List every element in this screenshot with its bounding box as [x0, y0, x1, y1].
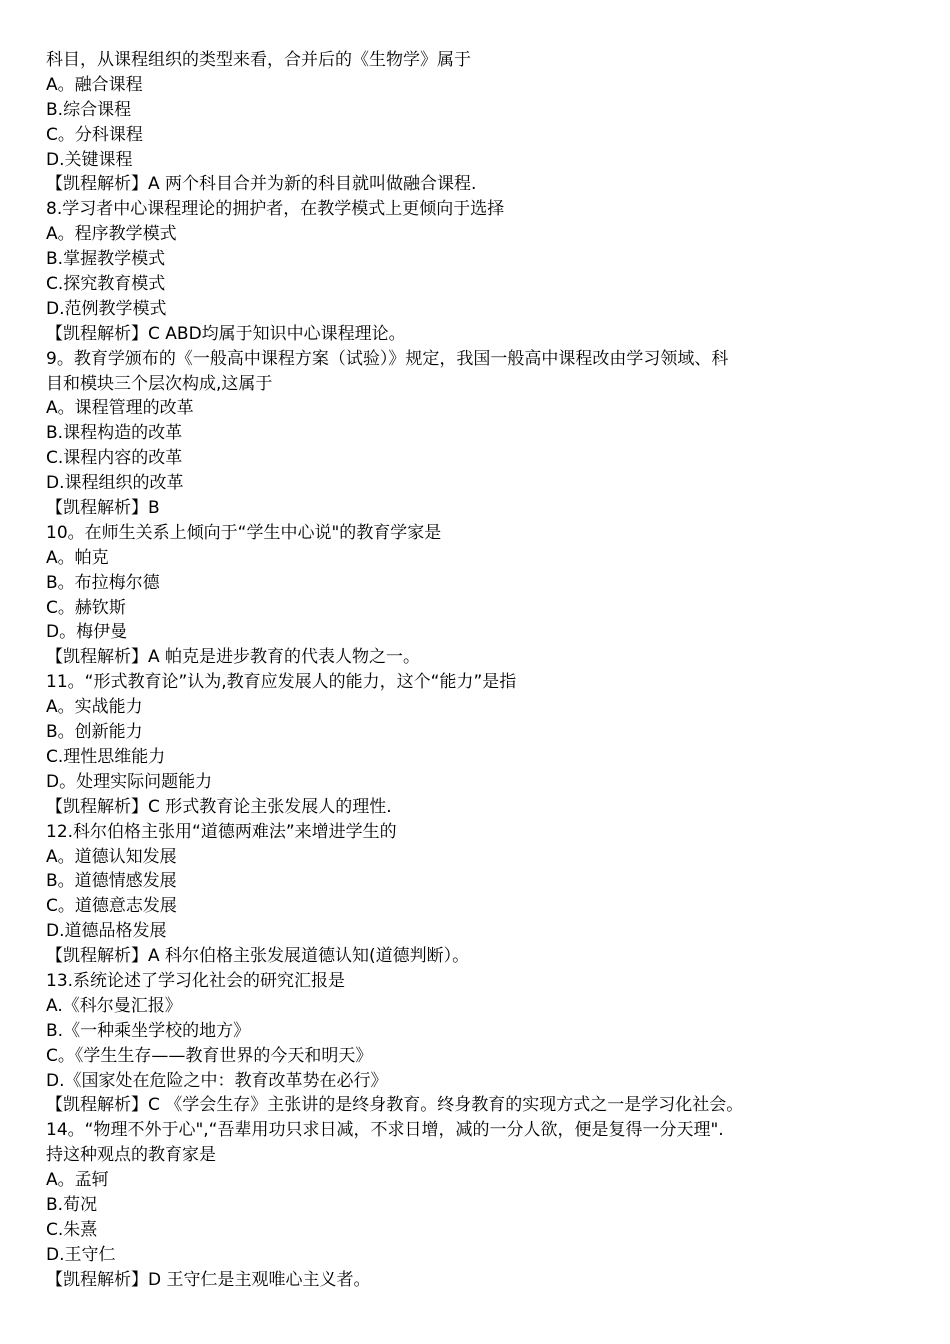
q12-option-d: D.道德品格发展: [46, 921, 167, 942]
question-14-stem: 14。“物理不外于心",“吾辈用功只求日减，不求日增，减的一分人欲，便是复得一分天理".: [46, 1120, 724, 1141]
question-11-stem: 11。“形式教育论”认为,教育应发展人的能力，这个“能力”是指: [46, 672, 517, 693]
q8-option-d: D.范例教学模式: [46, 298, 167, 319]
q8-option-c: C.探究教育模式: [46, 274, 166, 295]
q9-option-b: B.课程构造的改革: [46, 423, 183, 444]
q12-option-a: A。道德认知发展: [46, 846, 177, 867]
q9-analysis: 【凯程解析】B: [46, 498, 160, 519]
q10-option-d: D。梅伊曼: [46, 622, 128, 643]
question-7-stem-continued: 科目，从课程组织的类型来看，合并后的《生物学》属于: [46, 50, 471, 70]
q13-option-b: B.《一种乘坐学校的地方》: [46, 1020, 251, 1041]
q7-option-c: C。分科课程: [46, 124, 143, 145]
q13-option-c: C。《学生生存——教育世界的今天和明天》: [46, 1045, 373, 1066]
q14-option-a: A。孟轲: [46, 1170, 109, 1191]
q11-option-a: A。实战能力: [46, 697, 143, 718]
question-12-stem: 12.科尔伯格主张用“道德两难法”来增进学生的: [46, 821, 397, 842]
q13-option-d: D.《国家处在危险之中：教育改革势在必行》: [46, 1070, 388, 1091]
q12-option-b: B。道德情感发展: [46, 871, 177, 892]
q12-analysis: 【凯程解析】A 科尔伯格主张发展道德认知(道德判断）。: [46, 946, 470, 967]
q14-option-c: C.朱熹: [46, 1219, 98, 1240]
question-10-stem: 10。在师生关系上倾向于“学生中心说"的教育学家是: [46, 522, 442, 543]
question-14-stem-continued: 持这种观点的教育家是: [46, 1145, 216, 1166]
q14-option-b: B.荀况: [46, 1194, 98, 1215]
q10-analysis: 【凯程解析】A 帕克是进步教育的代表人物之一。: [46, 647, 421, 668]
q8-option-b: B.掌握教学模式: [46, 249, 166, 270]
q14-analysis: 【凯程解析】D 王守仁是主观唯心主义者。: [46, 1269, 371, 1290]
q13-option-a: A.《科尔曼汇报》: [46, 995, 182, 1016]
question-9-stem: 9。教育学颁布的《一般高中课程方案（试验）》规定，我国一般高中课程改由学习领域、科: [46, 348, 729, 369]
q7-option-b: B.综合课程: [46, 99, 132, 120]
q7-option-d: D.关键课程: [46, 149, 133, 170]
q9-option-d: D.课程组织的改革: [46, 473, 184, 494]
document-body: [46, 48, 926, 1293]
q8-analysis: 【凯程解析】C ABD均属于知识中心课程理论。: [46, 323, 406, 344]
q7-analysis: 【凯程解析】A 两个科目合并为新的科目就叫做融合课程.: [46, 174, 477, 195]
q13-analysis: 【凯程解析】C 《学会生存》主张讲的是终身教育。终身教育的实现方式之一是学习化社会。: [46, 1095, 744, 1116]
q12-option-c: C。道德意志发展: [46, 896, 177, 917]
q10-option-c: C。赫钦斯: [46, 597, 126, 618]
q11-analysis: 【凯程解析】C 形式教育论主张发展人的理性.: [46, 796, 392, 817]
question-8-stem: 8.学习者中心课程理论的拥护者，在教学模式上更倾向于选择: [46, 199, 505, 220]
q11-option-b: B。创新能力: [46, 722, 143, 743]
q10-option-b: B。布拉梅尔德: [46, 572, 160, 593]
q11-option-c: C.理性思维能力: [46, 746, 166, 767]
q7-option-a: A。融合课程: [46, 74, 143, 95]
q9-option-a: A。课程管理的改革: [46, 398, 194, 419]
question-13-stem: 13.系统论述了学习化社会的研究汇报是: [46, 970, 346, 991]
q10-option-a: A。帕克: [46, 547, 109, 568]
question-9-stem-continued: 目和模块三个层次构成,这属于: [46, 373, 273, 394]
q14-option-d: D.王守仁: [46, 1244, 116, 1265]
q8-option-a: A。程序教学模式: [46, 224, 177, 245]
q11-option-d: D。处理实际问题能力: [46, 771, 213, 792]
q9-option-c: C.课程内容的改革: [46, 448, 183, 469]
